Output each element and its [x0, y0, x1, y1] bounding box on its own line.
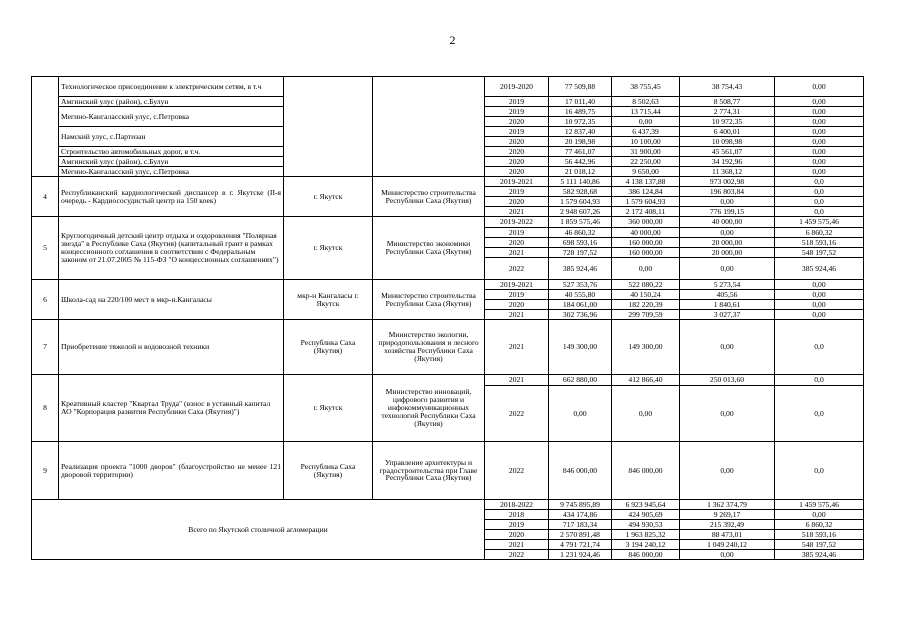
totals-label: Всего по Якутской столичной агломерации	[32, 500, 485, 560]
regional: 34 192,96	[680, 157, 775, 167]
period: 2019	[485, 107, 549, 117]
item-name: Технологическое присоединение к электрическим сетям, в т.ч	[59, 77, 284, 97]
federal: 424 905,69	[612, 510, 680, 520]
total: 662 880,00	[549, 375, 612, 386]
total: 16 489,75	[549, 107, 612, 117]
regional: 0,00	[680, 386, 775, 442]
federal: 9 650,00	[612, 167, 680, 177]
responsible: Министерство экологии, природопользования и лесного хозяйства Республики Саха (Якутия)	[373, 320, 485, 375]
table-row	[32, 77, 864, 97]
table-row	[32, 177, 864, 187]
row-number: 8	[32, 375, 59, 442]
federal: 2 172 408,11	[612, 207, 680, 217]
period: 2020	[485, 117, 549, 127]
regional: 8 508,77	[680, 97, 775, 107]
row-number: 7	[32, 320, 59, 375]
extra: 0,00	[775, 157, 864, 167]
period: 2019	[485, 520, 549, 530]
federal: 38 755,45	[612, 77, 680, 97]
period: 2020	[485, 157, 549, 167]
period: 2018	[485, 510, 549, 520]
federal: 360 000,00	[612, 217, 680, 228]
extra: 0,00	[775, 97, 864, 107]
period: 2021	[485, 310, 549, 320]
period: 2020	[485, 530, 549, 540]
period: 2022	[485, 386, 549, 442]
extra: 0,00	[775, 510, 864, 520]
location: Республика Саха (Якутия)	[284, 320, 373, 375]
regional: 20 000,00	[680, 248, 775, 258]
total: 17 011,40	[549, 97, 612, 107]
responsible: Министерство строительства Республики Саха (Якутия)	[373, 280, 485, 320]
federal: 412 866,40	[612, 375, 680, 386]
extra: 518 593,16	[775, 238, 864, 248]
period: 2020	[485, 238, 549, 248]
total: 527 353,76	[549, 280, 612, 290]
regional: 3 027,37	[680, 310, 775, 320]
total: 9 745 895,89	[549, 500, 612, 510]
extra: 0,00	[775, 290, 864, 300]
total: 302 736,96	[549, 310, 612, 320]
responsible: Министерство строительства Республики Саха (Якутия)	[373, 177, 485, 217]
total: 728 197,52	[549, 248, 612, 258]
period: 2020	[485, 197, 549, 207]
responsible: Министерство инноваций, цифрового развития и инфокоммуникационных технологий Республики Саха (Якутия)	[373, 375, 485, 442]
period: 2020	[485, 300, 549, 310]
total: 5 111 140,86	[549, 177, 612, 187]
total: 149 300,00	[549, 320, 612, 375]
federal: 182 220,39	[612, 300, 680, 310]
total: 46 860,32	[549, 228, 612, 238]
row-number	[32, 77, 59, 177]
federal: 160 000,00	[612, 248, 680, 258]
responsible: Министерство экономики Республики Саха (Якутия)	[373, 217, 485, 280]
period: 2021	[485, 248, 549, 258]
total: 0,00	[549, 386, 612, 442]
regional: 2 774,31	[680, 107, 775, 117]
regional: 88 473,01	[680, 530, 775, 540]
period: 2021	[485, 207, 549, 217]
extra: 0,0	[775, 375, 864, 386]
item-name: Амгинский улус (район), с.Булун	[59, 97, 284, 107]
total: 2 570 891,48	[549, 530, 612, 540]
federal: 0,00	[612, 386, 680, 442]
item-name: Намский улус, с.Партизан	[59, 127, 284, 147]
table-row	[32, 442, 864, 500]
federal: 0,00	[612, 117, 680, 127]
item-name: Амгинский улус (район), с.Булун	[59, 157, 284, 167]
regional: 10 098,98	[680, 137, 775, 147]
item-name: Креативный кластер "Квартал Труда" (взнос в уставный капитал АО "Корпорация развития Республики Саха (Якутия)")	[59, 375, 284, 442]
item-name: Круглогодичный детский центр отдыха и оздоровления "Полярная звезда" в Республике Саха (Якутия) (капитальный грант в рамках концессионного соглашения в соответствии с Федеральным законом от 21.07.2005 № 115-ФЗ "О концессионных соглашениях")	[59, 217, 284, 280]
location: г. Якутск	[284, 375, 373, 442]
regional: 0,00	[680, 258, 775, 280]
regional: 45 561,07	[680, 147, 775, 157]
row-number: 4	[32, 177, 59, 217]
extra: 0,00	[775, 137, 864, 147]
table-row	[32, 320, 864, 375]
period: 2020	[485, 137, 549, 147]
regional: 40 000,00	[680, 217, 775, 228]
regional: 20 000,00	[680, 238, 775, 248]
regional: 0,00	[680, 228, 775, 238]
federal: 4 138 137,88	[612, 177, 680, 187]
regional: 250 013,60	[680, 375, 775, 386]
total: 40 555,80	[549, 290, 612, 300]
regional: 405,56	[680, 290, 775, 300]
period: 2019	[485, 187, 549, 197]
federal: 10 100,00	[612, 137, 680, 147]
regional: 5 273,54	[680, 280, 775, 290]
regional: 1 049 240,12	[680, 540, 775, 550]
total: 582 928,68	[549, 187, 612, 197]
regional: 1 840,61	[680, 300, 775, 310]
total: 1 231 924,46	[549, 550, 612, 560]
regional: 6 400,01	[680, 127, 775, 137]
period: 2019-2022	[485, 217, 549, 228]
item-name: Приобретение тяжелой и водовозной техники	[59, 320, 284, 375]
row-number: 5	[32, 217, 59, 280]
total: 77 461,07	[549, 147, 612, 157]
extra: 0,00	[775, 127, 864, 137]
federal: 522 080,22	[612, 280, 680, 290]
federal: 494 930,53	[612, 520, 680, 530]
total: 698 593,16	[549, 238, 612, 248]
federal: 31 900,00	[612, 147, 680, 157]
extra: 6 860,32	[775, 228, 864, 238]
total: 56 442,96	[549, 157, 612, 167]
item-name: Школа-сад на 220/100 мест в мкр-н.Кангаласы	[59, 280, 284, 320]
responsible: Управление архитектуры и градостроительства при Главе Республики Саха (Якутия)	[373, 442, 485, 500]
row-number: 9	[32, 442, 59, 500]
extra: 0,00	[775, 107, 864, 117]
regional: 11 368,12	[680, 167, 775, 177]
total: 4 791 721,74	[549, 540, 612, 550]
location: Республика Саха (Якутия)	[284, 442, 373, 500]
extra: 385 924,46	[775, 258, 864, 280]
regional: 10 972,35	[680, 117, 775, 127]
federal: 40 150,24	[612, 290, 680, 300]
item-name: Реализация проекта "1000 дворов" (благоустройство не менее 121 дворовой территории)	[59, 442, 284, 500]
total: 77 509,88	[549, 77, 612, 97]
regional: 9 269,17	[680, 510, 775, 520]
federal: 6 923 945,64	[612, 500, 680, 510]
federal: 0,00	[612, 258, 680, 280]
item-name: Мегино-Кангаласский улус, с.Петровка	[59, 167, 284, 177]
period: 2022	[485, 258, 549, 280]
item-name: Республиканский кардиологический диспансер в г. Якутске (II-я очередь - Кардиососудистый центр на 150 коек)	[59, 177, 284, 217]
period: 2019	[485, 228, 549, 238]
location: мкр-н Кангаласы г. Якутск	[284, 280, 373, 320]
extra: 518 593,16	[775, 530, 864, 540]
extra: 0,00	[775, 147, 864, 157]
extra: 0,0	[775, 177, 864, 187]
period: 2022	[485, 550, 549, 560]
table-row	[32, 280, 864, 290]
total: 1 859 575,46	[549, 217, 612, 228]
period: 2021	[485, 375, 549, 386]
period: 2019-2021	[485, 177, 549, 187]
regional: 196 803,84	[680, 187, 775, 197]
extra: 1 459 575,46	[775, 500, 864, 510]
period: 2019	[485, 97, 549, 107]
extra: 0,0	[775, 320, 864, 375]
item-name: Строительство автомобильных дорог, в т.ч.	[59, 147, 284, 157]
period: 2019-2021	[485, 280, 549, 290]
total: 434 174,86	[549, 510, 612, 520]
period: 2018-2022	[485, 500, 549, 510]
extra: 0,00	[775, 310, 864, 320]
federal: 6 437,39	[612, 127, 680, 137]
extra: 385 924,46	[775, 550, 864, 560]
federal: 149 300,00	[612, 320, 680, 375]
extra: 0,0	[775, 197, 864, 207]
extra: 0,00	[775, 167, 864, 177]
extra: 0,0	[775, 187, 864, 197]
federal: 40 000,00	[612, 228, 680, 238]
federal: 1 579 604,93	[612, 197, 680, 207]
table-row	[32, 217, 864, 228]
location: г. Якутск	[284, 217, 373, 280]
regional: 776 199,15	[680, 207, 775, 217]
extra: 0,00	[775, 300, 864, 310]
federal: 160 000,00	[612, 238, 680, 248]
regional: 1 362 374,79	[680, 500, 775, 510]
period: 2019	[485, 127, 549, 137]
item-name: Мегино-Кангаласский улус, с.Петровка	[59, 107, 284, 127]
extra: 0,00	[775, 77, 864, 97]
extra: 0,0	[775, 386, 864, 442]
responsible	[373, 77, 485, 177]
extra: 0,00	[775, 280, 864, 290]
total: 10 972,35	[549, 117, 612, 127]
regional: 0,00	[680, 550, 775, 560]
regional: 0,00	[680, 442, 775, 500]
total: 1 579 604,93	[549, 197, 612, 207]
period: 2021	[485, 540, 549, 550]
federal: 846 000,00	[612, 550, 680, 560]
period: 2022	[485, 442, 549, 500]
period: 2020	[485, 147, 549, 157]
extra: 548 197,52	[775, 540, 864, 550]
budget-table	[31, 76, 864, 560]
extra: 1 459 575,46	[775, 217, 864, 228]
total: 21 018,12	[549, 167, 612, 177]
extra: 0,0	[775, 207, 864, 217]
federal: 1 963 825,32	[612, 530, 680, 540]
extra: 548 197,52	[775, 248, 864, 258]
period: 2020	[485, 167, 549, 177]
period: 2021	[485, 320, 549, 375]
total: 717 183,34	[549, 520, 612, 530]
federal: 3 194 240,12	[612, 540, 680, 550]
table-row	[32, 375, 864, 386]
regional: 973 002,98	[680, 177, 775, 187]
federal: 299 709,59	[612, 310, 680, 320]
extra: 0,0	[775, 442, 864, 500]
federal: 8 502,63	[612, 97, 680, 107]
totals-row	[32, 500, 864, 510]
federal: 846 000,00	[612, 442, 680, 500]
regional: 0,00	[680, 197, 775, 207]
extra: 6 860,32	[775, 520, 864, 530]
location: г. Якутск	[284, 177, 373, 217]
total: 20 198,98	[549, 137, 612, 147]
row-number: 6	[32, 280, 59, 320]
regional: 0,00	[680, 320, 775, 375]
federal: 386 124,84	[612, 187, 680, 197]
location	[284, 77, 373, 177]
regional: 215 392,49	[680, 520, 775, 530]
extra: 0,00	[775, 117, 864, 127]
federal: 13 715,44	[612, 107, 680, 117]
federal: 22 250,00	[612, 157, 680, 167]
total: 184 061,00	[549, 300, 612, 310]
total: 2 948 607,26	[549, 207, 612, 217]
period: 2019-2020	[485, 77, 549, 97]
page-number: 2	[449, 33, 456, 47]
total: 12 837,40	[549, 127, 612, 137]
period: 2019	[485, 290, 549, 300]
regional: 38 754,43	[680, 77, 775, 97]
total: 846 000,00	[549, 442, 612, 500]
total: 385 924,46	[549, 258, 612, 280]
